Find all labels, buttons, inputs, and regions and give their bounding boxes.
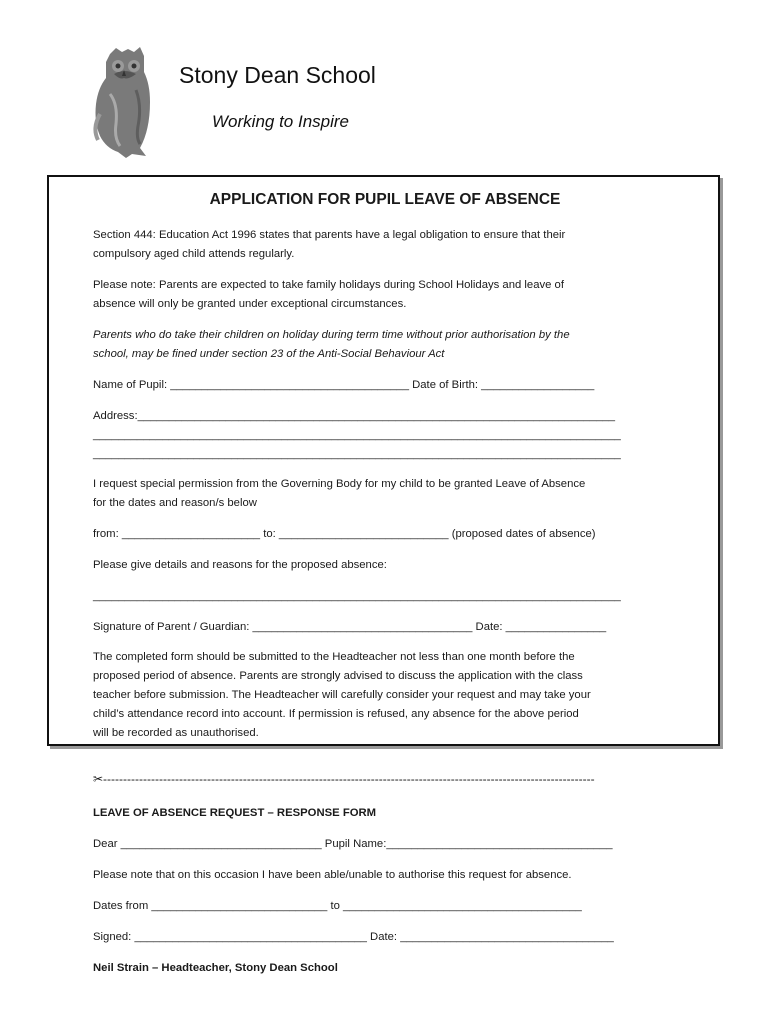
cut-line: ✂--------------------------------------------------------------------------------------------------------------------------- [93,772,595,786]
submission-line-1: The completed form should be submitted to the Headteacher not less than one month before the [93,651,575,663]
details-prompt: Please give details and reasons for the proposed absence: [93,559,387,571]
section444-line-1: Section 444: Education Act 1996 states that parents have a legal obligation to ensure that their [93,229,566,241]
note-line-1: Please note: Parents are expected to take family holidays during School Holidays and leave of [93,279,564,291]
request-line-1: I request special permission from the Governing Body for my child to be granted Leave of Absence [93,478,586,490]
pupil-name-dob-field[interactable]: Name of Pupil: ______________________________________ Date of Birth: __________________ [93,379,595,391]
absence-dates-field[interactable]: from: ______________________ to: ___________________________ (proposed dates of absence) [93,528,596,540]
request-line-2: for the dates and reason/s below [93,497,257,509]
school-name: Stony Dean School [179,62,376,88]
note-line-2: absence will only be granted under exceptional circumstances. [93,298,407,310]
signature-field[interactable]: Signature of Parent / Guardian: ___________________________________ Date: ________________ [93,621,607,633]
fine-warning-line-1: Parents who do take their children on holiday during term time without prior authorisation by the [93,329,570,341]
response-dear-pupil-field[interactable]: Dear ________________________________ Pupil Name:____________________________________ [93,838,613,850]
response-form-title: LEAVE OF ABSENCE REQUEST – RESPONSE FORM [93,807,377,819]
submission-line-2: proposed period of absence. Parents are strongly advised to discuss the application with the class [93,670,583,682]
response-signed-field[interactable]: Signed: _____________________________________ Date: __________________________________ [93,931,614,943]
details-field[interactable]: ____________________________________________________________________________________ [93,590,621,602]
address-field-line-3[interactable]: ____________________________________________________________________________________ [93,448,621,460]
response-dates-field[interactable]: Dates from ____________________________ to ______________________________________ [93,900,582,912]
address-field-line-2[interactable]: ____________________________________________________________________________________ [93,429,621,441]
school-motto: Working to Inspire [212,112,349,131]
response-statement: Please note that on this occasion I have been able/unable to authorise this request for absence. [93,869,572,881]
submission-line-5: will be recorded as unauthorised. [93,727,259,739]
form-title: APPLICATION FOR PUPIL LEAVE OF ABSENCE [209,191,561,208]
headteacher-footer: Neil Strain – Headteacher, Stony Dean School [93,962,338,974]
address-field-line-1[interactable]: Address:____________________________________________________________________________ [93,410,616,422]
submission-line-3: teacher before submission. The Headteacher will carefully consider your request and may take your [93,689,591,701]
submission-line-4: child’s attendance record into account. If permission is refused, any absence for the above period [93,708,579,720]
fine-warning-line-2: school, may be fined under section 23 of the Anti-Social Behaviour Act [93,348,445,360]
section444-line-2: compulsory aged child attends regularly. [93,248,295,260]
owl-logo-icon [88,44,160,158]
